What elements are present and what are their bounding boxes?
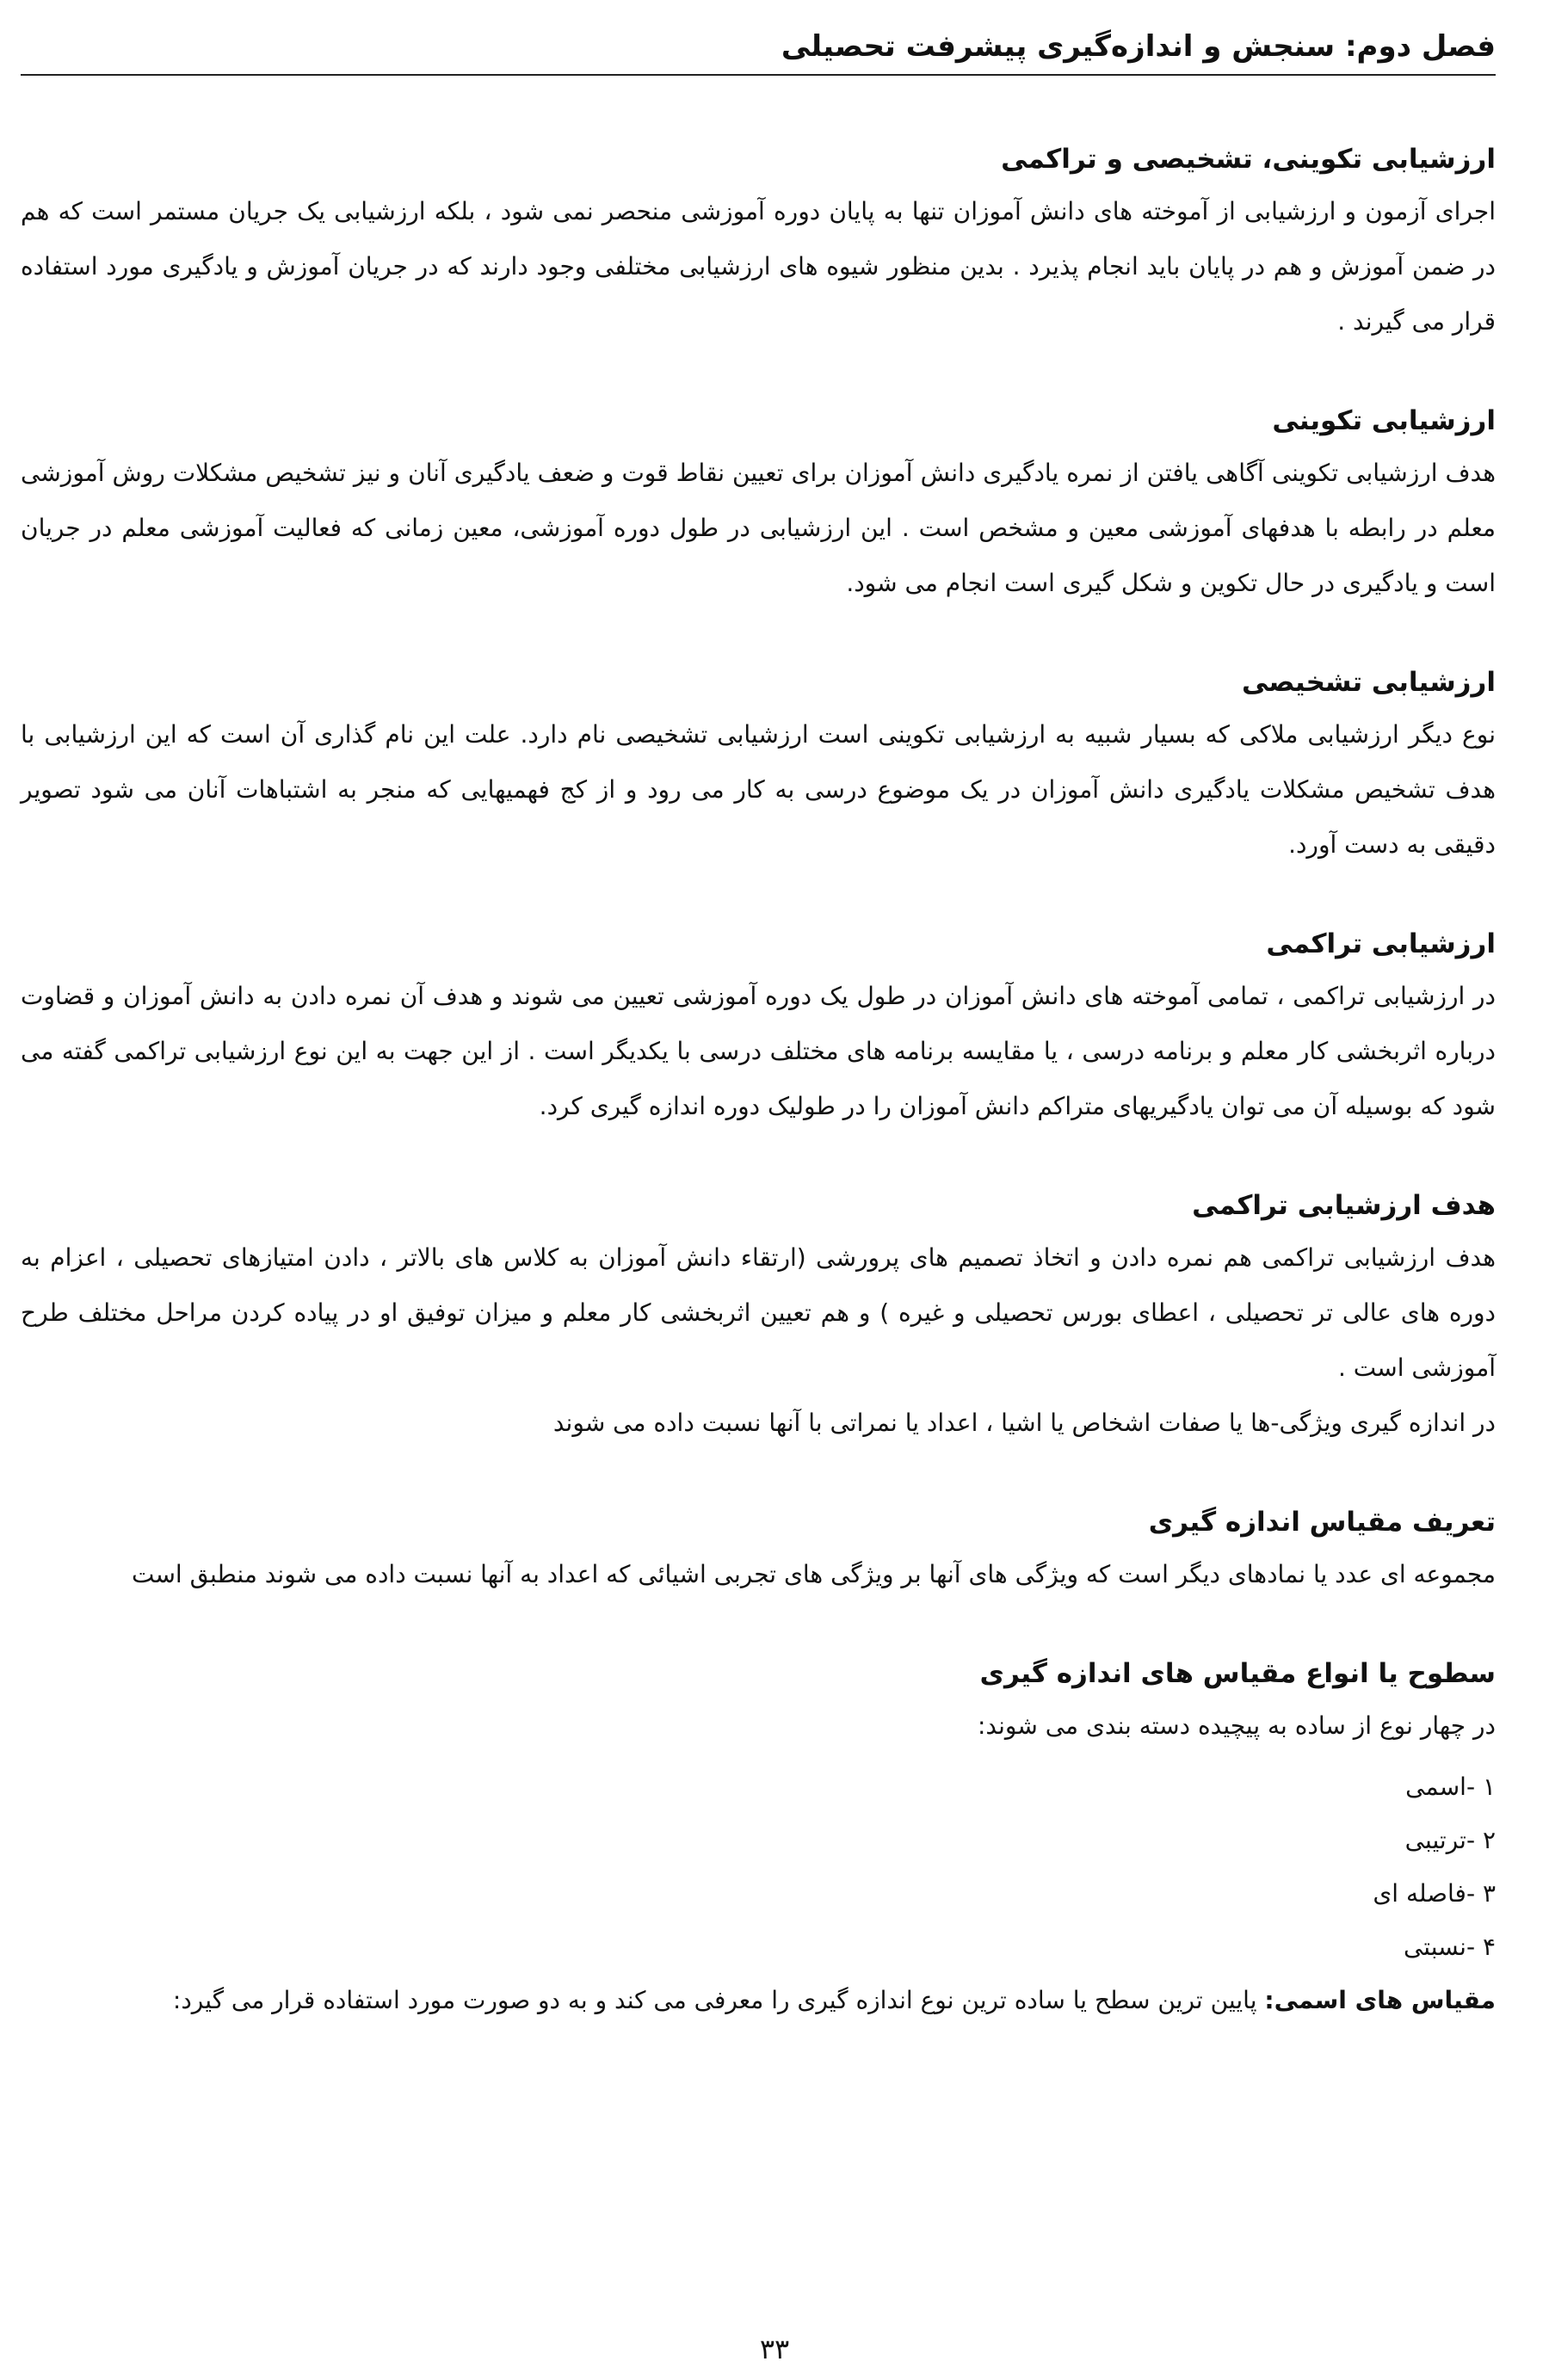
section-summative [21, 922, 1496, 1134]
list-item: ۲ -ترتیبی [1404, 1826, 1496, 1854]
nominal-scale-description: پایین ترین سطح یا ساده ترین نوع اندازه گیری را معرفی می کند و به دو صورت مورد استفاده قرار می گیرد: [172, 1986, 1265, 2014]
page-number: ۳۳ [759, 2333, 790, 2365]
section-scale-definition [21, 1501, 1496, 1602]
section-summative-goal [21, 1184, 1496, 1451]
section-paragraph: در چهار نوع از ساده به پیچیده دسته بندی می شوند: [977, 1711, 1496, 1740]
section-diagnostic [21, 661, 1496, 872]
list-item: ۴ -نسبتی [1403, 1933, 1496, 1961]
page-body [21, 138, 1496, 2077]
section-heading: ارزشیابی تکوینی، تشخیصی و تراکمی [1001, 144, 1496, 175]
header-divider [21, 74, 1496, 76]
section-heading: ارزشیابی تراکمی [1266, 928, 1496, 959]
section-paragraph: هدف ارزشیابی تراکمی هم نمره دادن و اتخاذ تصمیم های پرورشی (ارتقاء دانش آموزان به کلاس های بالاتر ، دادن امتیازهای تحصیلی ، اعزام به دوره های عالی تر تحصیلی ، اعطای بورس تحصیلی و غیره ) و هم تعیین اثربخشی کار معلم و میزان توفیق او در پیاده کردن مراحل مختلف طرح آموزشی است . [21, 1243, 1496, 1382]
chapter-title: فصل دوم: سنجش و اندازه‌گیری پیشرفت تحصیلی [781, 29, 1496, 64]
section-heading: هدف ارزشیابی تراکمی [1192, 1190, 1496, 1221]
section-scale-levels [21, 1652, 1496, 2027]
section-paragraph: هدف ارزشیابی تکوینی آگاهی یافتن از نمره یادگیری دانش آموزان برای تعیین نقاط قوت و ضعف یادگیری آنان و نیز تشخیص مشکلات روش آموزشی معلم در رابطه با هدفهای آموزشی معین و مشخص است . این ارزشیابی در طول دوره آموزشی، معین زمانی که فعالیت آموزشی معلم در جریان است و یادگیری در حال تکوین و شکل گیری است انجام می شود. [21, 459, 1496, 597]
nominal-scale-term: مقیاس های اسمی: [1264, 1986, 1496, 2014]
section-heading: تعریف مقیاس اندازه گیری [1148, 1507, 1496, 1538]
section-formative [21, 399, 1496, 611]
section-heading: ارزشیابی تشخیصی [1242, 667, 1496, 698]
section-paragraph: در ارزشیابی تراکمی ، تمامی آموخته های دانش آموزان در طول یک دوره آموزشی تعیین می شوند و هدف آن نمره دادن به دانش آموزان و قضاوت درباره اثربخشی کار معلم و برنامه درسی ، یا مقایسه برنامه های مختلف درسی با یکدیگر است . از این جهت به این نوع ارزشیابی تراکمی گفته می شود که بوسیله آن می توان یادگیریهای متراکم دانش آموزان را در طولیک دوره اندازه گیری کرد. [21, 982, 1496, 1120]
list-item: ۳ -فاصله ای [1373, 1879, 1496, 1908]
section-paragraph-secondary: در اندازه گیری ویژگی-ها یا صفات اشخاص یا اشیا ، اعداد یا نمراتی با آنها نسبت داده می شوند [552, 1409, 1496, 1437]
section-paragraph: اجرای آزمون و ارزشیابی از آموخته های دانش آموزان تنها به پایان دوره آموزشی منحصر نمی شود ، بلکه ارزشیابی یک جریان مستمر است که هم در ضمن آموزش و هم در پایان باید انجام پذیرد . بدین منظور شیوه های ارزشیابی مختلفی وجود دارند که در جریان آموزش و یادگیری مورد استفاده قرار می گیرند . [21, 197, 1496, 336]
section-heading: سطوح یا انواع مقیاس های اندازه گیری [979, 1658, 1496, 1689]
section-paragraph: نوع دیگر ارزشیابی ملاکی که بسیار شبیه به ارزشیابی تکوینی است ارزشیابی تشخیصی نام دارد. علت این نام گذاری آن است که این ارزشیابی با هدف تشخیص مشکلات یادگیری دانش آموزان در یک موضوع درسی به کار می رود و از کج فهمیهایی که منجر به اشتباهات آنان می شود تصویر دقیقی به دست آورد. [21, 720, 1496, 859]
section-heading: ارزشیابی تکوینی [1272, 405, 1496, 436]
list-item: ۱ -اسمی [1405, 1773, 1496, 1801]
nominal-scale-line [21, 1974, 1496, 2027]
scale-types-list [21, 1760, 1496, 1974]
section-paragraph: مجموعه ای عدد یا نمادهای دیگر است که ویژگی های آنها بر ویژگی های تجربی اشیائی که اعداد به آنها نسبت داده می شوند منطبق است [131, 1560, 1496, 1588]
section-assessment-types [21, 138, 1496, 349]
